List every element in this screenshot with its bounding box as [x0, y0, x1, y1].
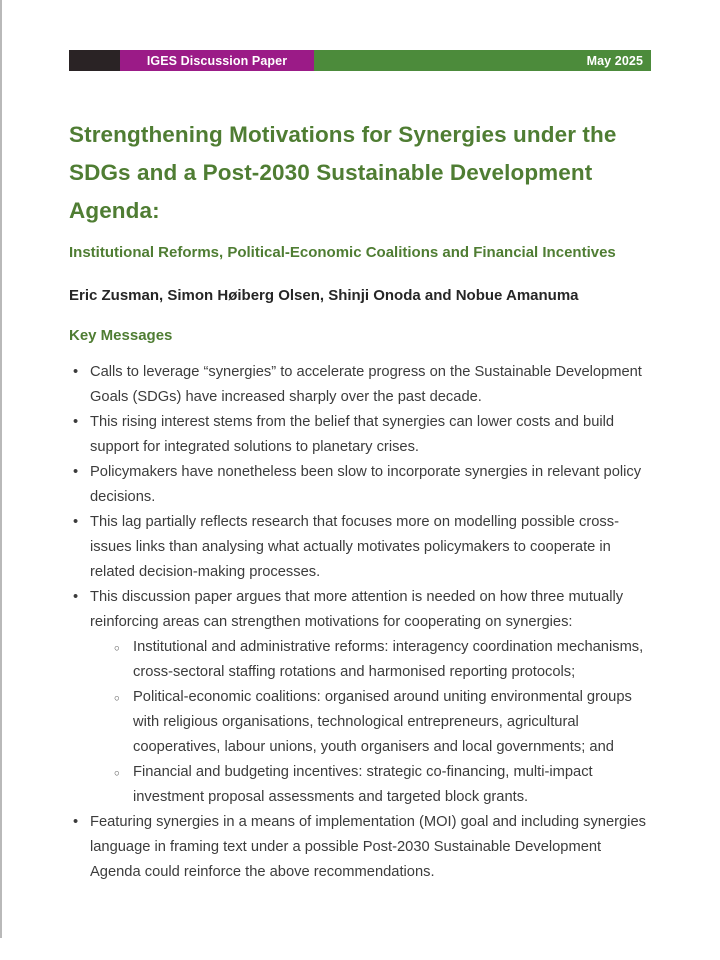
page-left-edge — [0, 0, 2, 938]
sub-bullet-item — [133, 685, 651, 760]
bullet-item — [90, 585, 651, 810]
header-date-label: May 2025 — [586, 53, 643, 68]
key-messages-list — [69, 360, 651, 885]
bullet-item — [90, 510, 651, 585]
header-date-segment — [314, 50, 651, 71]
header-series-segment — [120, 50, 314, 71]
bullet-item — [90, 360, 651, 410]
bullet-text: Calls to leverage “synergies” to accelerate progress on the Sustainable Development Goals (SDGs) have increased sharply over the past decade. — [90, 364, 642, 405]
header-black-block — [69, 50, 120, 71]
bullet-text: This rising interest stems from the belief that synergies can lower costs and build support for integrated solutions to planetary crises. — [90, 414, 615, 455]
sub-bullet-text: Financial and budgeting incentives: strategic co-financing, multi-impact investment proposal assessments and targeted block grants. — [133, 764, 593, 805]
bullet-item — [90, 810, 651, 885]
sub-bullet-text: Institutional and administrative reforms: interagency coordination mechanisms, cross-sectoral staffing rotations and harmonised reporting protocols; — [133, 639, 644, 680]
paper-title: Strengthening Motivations for Synergies under the SDGs and a Post-2030 Sustainable Development Agenda: — [69, 122, 617, 223]
bullet-text: Featuring synergies in a means of implementation (MOI) goal and including synergies language in framing text under a possible Post-2030 Sustainable Development Agenda could reinforce the above recommendations. — [90, 814, 646, 880]
sub-bullet-item — [133, 760, 651, 810]
authors-line: Eric Zusman, Simon Høiberg Olsen, Shinji Onoda and Nobue Amanuma — [69, 287, 579, 304]
content-column — [69, 71, 651, 885]
paper-subtitle: Institutional Reforms, Political-Economic Coalitions and Financial Incentives — [69, 244, 616, 261]
header-bar — [69, 50, 651, 71]
bullet-text: This discussion paper argues that more attention is needed on how three mutually reinforcing areas can strengthen motivations for cooperating on synergies: — [90, 589, 624, 630]
sub-bullet-list — [90, 635, 651, 810]
header-series-label: IGES Discussion Paper — [146, 53, 288, 68]
bullet-item — [90, 410, 651, 460]
key-messages-heading: Key Messages — [69, 327, 173, 344]
sub-bullet-item — [133, 635, 651, 685]
bullet-text: Policymakers have nonetheless been slow to incorporate synergies in relevant policy decisions. — [90, 464, 642, 505]
bullet-text: This lag partially reflects research that focuses more on modelling possible cross-issues links than analysing what actually motivates policymakers to cooperate in related decision-making processes. — [90, 514, 619, 580]
sub-bullet-text: Political-economic coalitions: organised around uniting environmental groups with religious organisations, technological entrepreneurs, agricultural cooperatives, labour unions, youth organisers and local governments; and — [133, 689, 632, 755]
bullet-item — [90, 460, 651, 510]
